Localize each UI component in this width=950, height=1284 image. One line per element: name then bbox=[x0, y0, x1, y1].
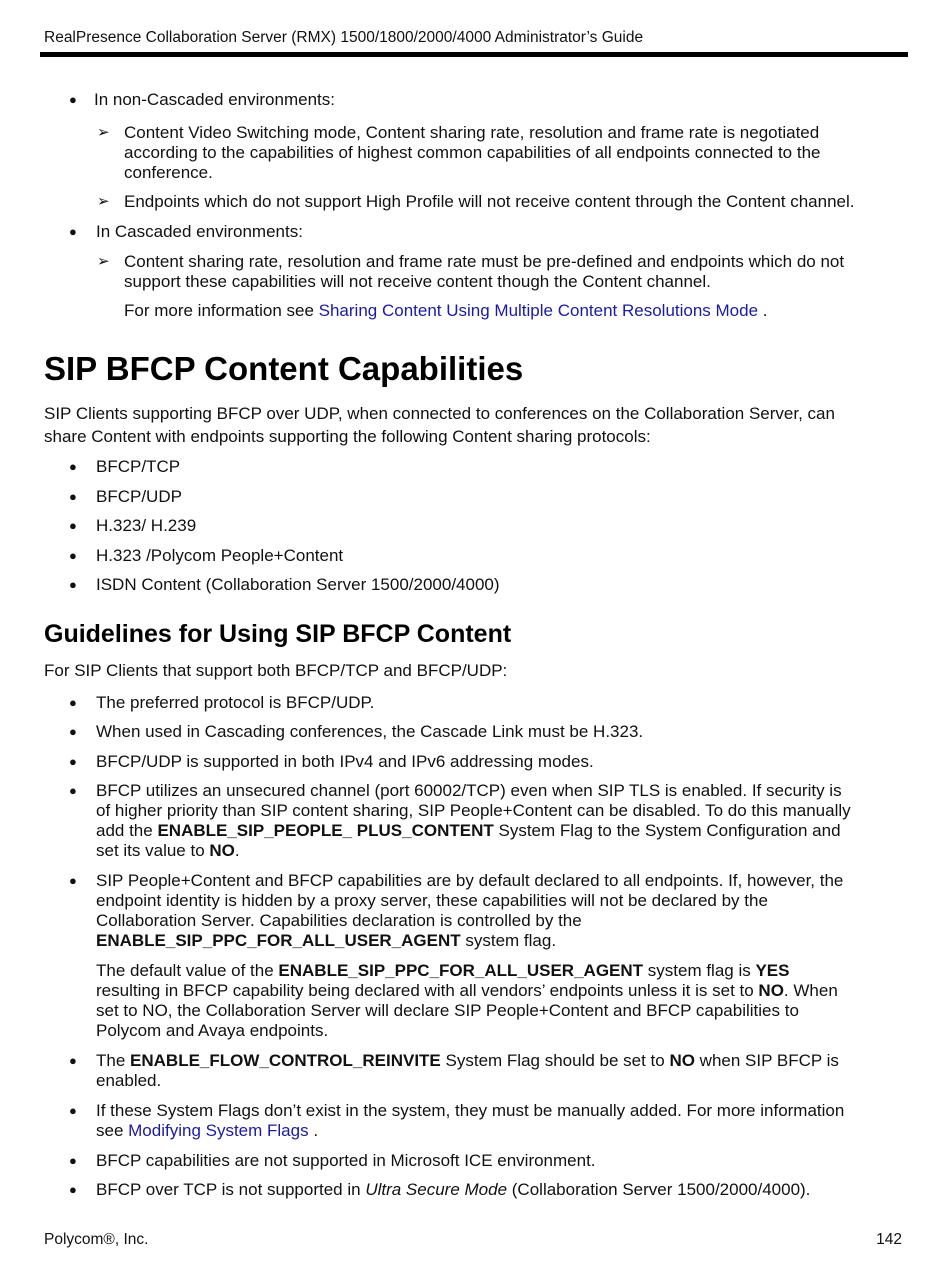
bullet-glyph: ● bbox=[69, 577, 77, 592]
guideline-line bbox=[96, 1051, 839, 1071]
bullet-glyph: ● bbox=[69, 1182, 77, 1197]
header-rule bbox=[40, 52, 908, 57]
section-heading: SIP BFCP Content Capabilities bbox=[44, 350, 524, 387]
guideline-line bbox=[96, 931, 556, 951]
sub-list-item: according to the capabilities of highest common capabilities of all endpoints connected to the bbox=[124, 143, 821, 162]
ultra-secure-mode-term: Ultra Secure Mode bbox=[365, 1180, 508, 1199]
bullet-glyph: ● bbox=[69, 754, 77, 769]
more-info-line bbox=[124, 301, 768, 321]
more-info-suffix: . bbox=[758, 301, 768, 320]
guideline-line: BFCP utilizes an unsecured channel (port 60002/TCP) even when SIP TLS is enabled. If security is bbox=[96, 781, 842, 800]
bullet-glyph: ● bbox=[69, 783, 77, 798]
bullet-glyph: ● bbox=[69, 1103, 77, 1118]
bullet-glyph: ● bbox=[69, 92, 77, 107]
subsection-heading: Guidelines for Using SIP BFCP Content bbox=[44, 620, 512, 648]
bullet-glyph: ● bbox=[69, 224, 77, 239]
flag-value: YES bbox=[755, 961, 790, 980]
text-run: . bbox=[234, 841, 240, 860]
bullet-glyph: ● bbox=[69, 1053, 77, 1068]
guideline-line: set to NO, the Collaboration Server will declare SIP People+Content and BFCP capabilities to bbox=[96, 1001, 799, 1020]
bullet-glyph: ● bbox=[69, 1153, 77, 1168]
bullet-glyph: ● bbox=[69, 518, 77, 533]
arrow-bullet-icon: ➢ bbox=[97, 193, 110, 210]
system-flag-name: ENABLE_SIP_PPC_FOR_ALL_USER_AGENT bbox=[278, 961, 644, 980]
guideline-line bbox=[96, 1121, 318, 1141]
running-header: RealPresence Collaboration Server (RMX) 1500/1800/2000/4000 Administrator’s Guide bbox=[44, 29, 644, 46]
flag-value: NO bbox=[209, 841, 235, 860]
guideline-item: The preferred protocol is BFCP/UDP. bbox=[96, 693, 375, 712]
bullet-glyph: ● bbox=[69, 724, 77, 739]
sharing-content-link[interactable]: Sharing Content Using Multiple Content Resolutions Mode bbox=[318, 301, 759, 320]
guideline-line: Polycom and Avaya endpoints. bbox=[96, 1021, 329, 1040]
text-run: add the bbox=[96, 821, 158, 840]
guideline-item: When used in Cascading conferences, the Cascade Link must be H.323. bbox=[96, 722, 644, 741]
page-number: 142 bbox=[876, 1231, 902, 1248]
system-flag-name: ENABLE_FLOW_CONTROL_REINVITE bbox=[130, 1051, 441, 1070]
bullet-glyph: ● bbox=[69, 873, 77, 888]
guideline-line bbox=[96, 821, 841, 841]
body-paragraph-line: share Content with endpoints supporting the following Content sharing protocols: bbox=[44, 427, 651, 446]
guideline-line: of higher priority than SIP content sharing, SIP People+Content can be disabled. To do this manually bbox=[96, 801, 851, 820]
protocol-item: H.323 /Polycom People+Content bbox=[96, 546, 344, 565]
text-run: System Flag should be set to bbox=[440, 1051, 670, 1070]
system-flag-name: ENABLE_SIP_PPC_FOR_ALL_USER_AGENT bbox=[96, 931, 461, 950]
text-run: set its value to bbox=[96, 841, 210, 860]
guideline-line: SIP People+Content and BFCP capabilities are by default declared to all endpoints. If, however, the bbox=[96, 871, 844, 890]
bullet-glyph: ● bbox=[69, 548, 77, 563]
text-run: System Flag to the System Configuration and bbox=[493, 821, 841, 840]
guideline-item: BFCP/UDP is supported in both IPv4 and IPv6 addressing modes. bbox=[96, 752, 594, 771]
modifying-system-flags-link[interactable]: Modifying System Flags bbox=[128, 1121, 309, 1140]
protocol-item: BFCP/UDP bbox=[96, 487, 182, 506]
sub-list-item: Endpoints which do not support High Profile will not receive content through the Content channel. bbox=[124, 192, 855, 211]
guideline-line: Collaboration Server. Capabilities declaration is controlled by the bbox=[96, 911, 582, 930]
flag-value: NO bbox=[669, 1051, 695, 1070]
list-item: In non-Cascaded environments: bbox=[94, 90, 335, 109]
text-run: when SIP BFCP is bbox=[694, 1051, 839, 1070]
bullet-glyph: ● bbox=[69, 459, 77, 474]
bullet-glyph: ● bbox=[69, 695, 77, 710]
body-paragraph-line: For SIP Clients that support both BFCP/TCP and BFCP/UDP: bbox=[44, 661, 508, 680]
protocol-item: ISDN Content (Collaboration Server 1500/2000/4000) bbox=[96, 575, 500, 594]
bullet-glyph: ● bbox=[69, 489, 77, 504]
sub-list-item: Content sharing rate, resolution and frame rate must be pre-defined and endpoints which do not bbox=[124, 252, 845, 271]
text-run: . bbox=[308, 1121, 319, 1140]
text-run: BFCP over TCP is not supported in bbox=[96, 1180, 366, 1199]
system-flag-name: ENABLE_SIP_PEOPLE_ PLUS_CONTENT bbox=[157, 821, 494, 840]
text-run: The bbox=[96, 1051, 131, 1070]
body-paragraph-line: SIP Clients supporting BFCP over UDP, when connected to conferences on the Collaboration Server, can bbox=[44, 404, 835, 423]
text-run: . When bbox=[783, 981, 838, 1000]
list-item: In Cascaded environments: bbox=[96, 222, 303, 241]
guideline-line: endpoint identity is hidden by a proxy server, these capabilities will not be declared by the bbox=[96, 891, 768, 910]
sub-list-item: conference. bbox=[124, 163, 213, 182]
arrow-bullet-icon: ➢ bbox=[97, 124, 110, 141]
guideline-item: BFCP capabilities are not supported in Microsoft ICE environment. bbox=[96, 1151, 596, 1170]
protocol-item: H.323/ H.239 bbox=[96, 516, 197, 535]
footer-company: Polycom®, Inc. bbox=[44, 1231, 149, 1248]
guideline-line bbox=[96, 1180, 810, 1200]
sub-list-item: support these capabilities will not receive content though the Content channel. bbox=[124, 272, 711, 291]
text-run: The default value of the bbox=[96, 961, 279, 980]
text-run: see bbox=[96, 1121, 129, 1140]
flag-value: NO bbox=[758, 981, 784, 1000]
text-run: system flag. bbox=[460, 931, 557, 950]
protocol-item: BFCP/TCP bbox=[96, 457, 181, 476]
more-info-prefix: For more information see bbox=[124, 301, 319, 320]
text-run: system flag is bbox=[643, 961, 756, 980]
arrow-bullet-icon: ➢ bbox=[97, 253, 110, 270]
sub-list-item: Content Video Switching mode, Content sharing rate, resolution and frame rate is negotiated bbox=[124, 123, 820, 142]
text-run: resulting in BFCP capability being declared with all vendors’ endpoints unless it is set to bbox=[96, 981, 759, 1000]
guideline-line: If these System Flags don’t exist in the system, they must be manually added. For more information bbox=[96, 1101, 845, 1120]
guideline-line bbox=[96, 841, 240, 861]
guideline-line bbox=[96, 961, 790, 981]
guideline-line: enabled. bbox=[96, 1071, 162, 1090]
text-run: (Collaboration Server 1500/2000/4000). bbox=[507, 1180, 811, 1199]
guideline-line bbox=[96, 981, 838, 1001]
